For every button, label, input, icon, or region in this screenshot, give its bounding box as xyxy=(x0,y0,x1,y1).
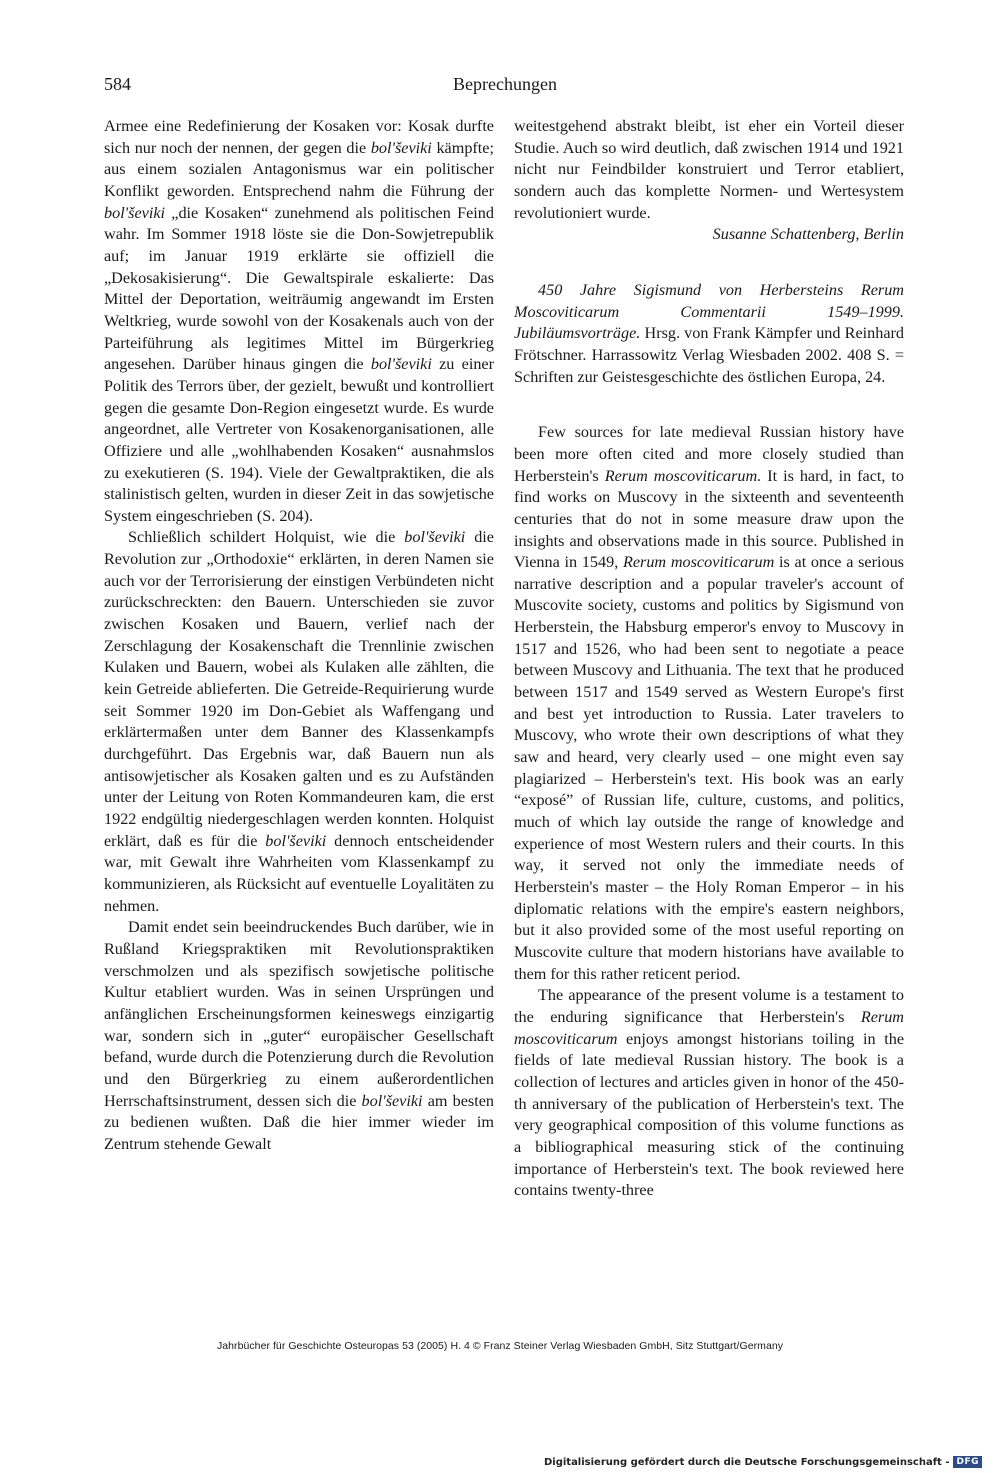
italic-text: Rerum moscoviticarum xyxy=(622,553,775,572)
running-header xyxy=(104,74,906,102)
left-paragraph xyxy=(104,116,494,527)
digitization-note xyxy=(544,1455,982,1469)
right-paragraph xyxy=(514,985,904,1202)
left-paragraph xyxy=(104,527,494,917)
dfg-logo: DFG xyxy=(953,1456,982,1468)
running-title: Beprechungen xyxy=(453,74,557,94)
italic-text: bol'ševiki xyxy=(370,355,432,374)
text-run: Armee eine Redefinierung der Kosaken vor: Kosak durfte sich nur noch der nennen, der gegen die xyxy=(104,117,494,157)
left-paragraph xyxy=(104,917,494,1155)
text-run: Few sources for late medieval Russian history have been more often cited and more closely studied than Herberstein's xyxy=(514,423,904,485)
digitization-text: Digitalisierung gefördert durch die Deutsche Forschungsgemeinschaft - xyxy=(543,1456,950,1468)
right-column xyxy=(514,116,904,1202)
left-column xyxy=(104,116,494,1156)
text-run: kämpfte; aus einem sozialen Antagonismus war ein politischer Konflikt geworden. Entsprechend nahm die Führung der xyxy=(104,138,494,200)
text-run: dennoch entscheidender war, mit Gewalt ihre Wahrheiten vom Klassenkampf zu kommunizieren, als Rücksicht auf eventuelle Loyalitäten zu nehmen. xyxy=(104,831,494,915)
italic-text: bol'ševiki xyxy=(265,831,327,850)
italic-text: bol'ševiki xyxy=(361,1091,423,1110)
reviewer-signature: Susanne Schattenberg, Berlin xyxy=(712,225,904,244)
italic-text: bol'ševiki xyxy=(404,528,466,547)
text-run: am besten zu bedienen wußten. Daß die hier immer wieder im Zentrum stehende Gewalt xyxy=(104,1091,494,1153)
page-number: 584 xyxy=(104,74,131,94)
text-run: zu einer Politik des Terrors über, der gezielt, bewußt und kontrolliert gegen die gesamte Don-Region eingesetzt wurde. Es wurde angeordnet, alle Vertreter von Kosakenorganisationen, alle Offiziere und alle „wohlhabenden Kosaken“ ausnahmslos zu exekutieren (S. 194). Viele der Gewaltpraktiken, die als stalinistisch gelten, wurden in dieser Zeit in das sowjetische System eingeschrieben (S. 204). xyxy=(104,355,494,525)
text-run: Hrsg. von Frank Kämpfer und Reinhard Frötschner. Harrassowitz Verlag Wiesbaden 2002. 408 S. = Schriften zur Geistesgeschichte des östlichen Europa, 24. xyxy=(514,324,904,386)
right-paragraph xyxy=(514,422,904,985)
text-run: It is hard, in fact, to find works on Muscovy in the sixteenth and seventeenth centuries that do not in some measure draw upon the insights and observations made in this source. Published in Vienna in 1549, xyxy=(514,466,905,572)
text-run: Schließlich schildert Holquist, wie die xyxy=(128,528,405,547)
review-continuation xyxy=(514,116,904,224)
italic-text: Rerum moscoviticarum xyxy=(514,1007,904,1048)
text-run: weitestgehend abstrakt bleibt, ist eher ein Vorteil dieser Studie. Auch so wird deutlich, daß zwischen 1914 und 1921 nicht nur Feindbilder konstruiert und Terror etabliert, sondern auch das komplette Normen- und Wertesystem revolutioniert wurde. xyxy=(514,117,904,222)
text-run: enjoys amongst historians toiling in the fields of late medieval Russian history. The book is a collection of lectures and articles given in honor of the 450-th anniversary of the publication of Herberstein's text. The very geographical composition of this volume functions as a bibliographical measuring stick of the continuing importance of Herberstein's text. The book reviewed here contains twenty-three xyxy=(514,1029,904,1200)
section-gap xyxy=(514,388,904,422)
journal-footer: Jahrbücher für Geschichte Osteuropas 53 (2005) H. 4 © Franz Steiner Verlag Wiesbaden GmbH, Sitz Stuttgart/Germany xyxy=(216,1340,784,1352)
text-run: „die Kosaken“ zunehmend als politischen Feind wahr. Im Sommer 1918 löste sie die Don-Sowjetrepublik auf; im Januar 1919 erklärte sie offiziell die „Dekosakisierung“. Die Gewaltspirale eskalierte: Das Mittel der Deportation, weiträumig angewandt im Ersten Weltkrieg, wurde sowohl von der Kosakenals auch von der Parteiführung als legitimes Mittel im Bürgerkrieg angesehen. Darüber hinaus gingen die xyxy=(104,203,494,374)
section-gap xyxy=(514,246,904,280)
italic-text: bol'ševiki xyxy=(104,203,165,222)
text-run: The appearance of the present volume is a testament to the enduring significance that Herberstein's xyxy=(514,986,904,1026)
text-run: Damit endet sein beeindruckendes Buch darüber, wie in Rußland Kriegspraktiken mit Revolutionspraktiken verschmolzen und als spezifisch sowjetische politische Kultur etabliert wurden. Was in seinen Ursprüngen und anfänglichen Erscheinungsformen keineswegs einzigartig war, sondern sich in „guter“ europäischer Gesellschaft befand, wurde durch die Potenzierung durch die Revolution und den Bürgerkrieg zu einem außerordentlichen Herrschaftsinstrument, dessen sich die xyxy=(104,918,494,1110)
text-run: is at once a serious narrative description and a popular traveler's account of Muscovite society, customs and politics by Sigismund von Herberstein, the Habsburg emperor's envoy to Muscovy in 1517 and 1526, who had been sent to negotiate a peace between Muscovy and Lithuania. The text that he produced between 1517 and 1549 served as Western Europe's first and best yet introduction to Russia. Later travelers to Muscovy, who wrote their own descriptions of what they saw and heard, very clearly used – one might even say plagiarized – Herberstein's text. His book was an early “exposé” of Russian life, culture, customs, and politics, much of which lay outside the range of knowledge and experience of most Western rulers and their courts. In this way, it served not only the immediate needs of Herberstein's master – the Holy Roman Emperor – in his diplomatic relations with the empire's eastern neighbors, but it also provided some of the most useful reporting on Muscovite culture that modern historians have available to them for this rather reticent period. xyxy=(514,553,904,983)
italic-text: 450 Jahre Sigismund von Herbersteins Rerum Moscoviticarum Commentarii 1549–1999. Jubiläumsvorträge. xyxy=(514,280,904,343)
italic-text: bol'ševiki xyxy=(370,138,432,157)
text-run: die Revolution zur „Orthodoxie“ erklärten, in deren Namen sie auch vor der Terrorisierung der einstigen Verbündeten nicht zurückschreckten: den Bauern. Unterschieden sie zuvor zwischen Kosaken und Bauern, verlief nach der Zerschlagung der Kosakenschaft die Trennlinie zwischen Kulaken und Bauern, wobei als Kulaken alle zählten, die kein Getreide ablieferten. Die Getreide-Requirierung wurde seit Sommer 1920 im Don-Gebiet als Waffengang und erklärtermaßen unter dem Banner des Klassenkampfs durchgeführt. Das Ergebnis war, daß Bauern nun als antisowjetischer als Kosaken galten und es zu Aufständen unter der Leitung von Roten Kommandeuren kam, die erst 1922 endgültig niedergeschlagen werden konnten. Holquist erklärt, daß es für die xyxy=(104,528,494,850)
bibliographic-entry xyxy=(514,280,904,388)
italic-text: Rerum moscoviticarum. xyxy=(604,466,762,485)
